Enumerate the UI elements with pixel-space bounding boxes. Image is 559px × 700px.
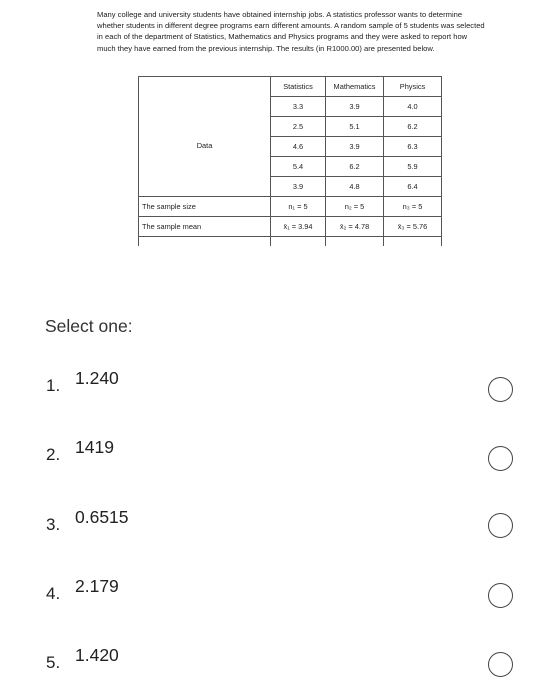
sample-size-cell: n₁ = 5 <box>271 196 326 216</box>
option-number: 2. <box>46 445 61 464</box>
table-cell: 4.8 <box>326 176 384 196</box>
table-cell: 4.6 <box>271 136 326 156</box>
table-cell: 3.9 <box>326 96 384 116</box>
table-cell: 2.5 <box>271 116 326 136</box>
option-text: 1419 <box>75 437 114 457</box>
data-table <box>138 76 442 246</box>
table-cell: 6.4 <box>384 176 442 196</box>
radio-button-icon[interactable] <box>488 652 513 677</box>
option-4[interactable] <box>0 576 559 616</box>
table-cell: 3.3 <box>271 96 326 116</box>
sample-mean-cell: x̄₂ = 4.78 <box>326 216 384 236</box>
data-label: Data <box>139 96 271 196</box>
data-table-image <box>138 76 448 246</box>
option-text: 1.240 <box>75 368 119 388</box>
sample-mean-label: The sample mean <box>139 216 271 236</box>
table-cell: 5.1 <box>326 116 384 136</box>
option-text: 2.179 <box>75 576 119 596</box>
option-2[interactable] <box>0 437 559 477</box>
option-text: 0.6515 <box>75 507 129 527</box>
table-cell: 5.9 <box>384 156 442 176</box>
radio-button-icon[interactable] <box>488 446 513 471</box>
table-cell: 6.2 <box>384 116 442 136</box>
table-cell: 4.0 <box>384 96 442 116</box>
option-text: 1.420 <box>75 645 119 665</box>
sample-mean-cell: x̄₃ = 5.76 <box>384 216 442 236</box>
table-cell: 6.2 <box>326 156 384 176</box>
radio-button-icon[interactable] <box>488 377 513 402</box>
table-cell: 6.3 <box>384 136 442 156</box>
sample-size-cell: n₂ = 5 <box>326 196 384 216</box>
option-number: 4. <box>46 584 61 603</box>
option-1[interactable] <box>0 368 559 408</box>
header-mathematics: Mathematics <box>326 77 384 97</box>
option-number: 3. <box>46 515 61 534</box>
question-text: Many college and university students have obtained internship jobs. A statistics professor wants to determine whether students in different degree programs earn different amounts. A random sample of 5 students was selected in each of the department of Statistics, Mathematics and Physics programs and they were asked to report how much they have earned from the previous internship. The results (in R1000.00) are presented below. <box>97 10 485 53</box>
option-number: 1. <box>46 376 61 395</box>
radio-button-icon[interactable] <box>488 513 513 538</box>
radio-button-icon[interactable] <box>488 583 513 608</box>
table-cell: 3.9 <box>271 176 326 196</box>
select-one-prompt: Select one: <box>45 316 133 336</box>
header-statistics: Statistics <box>271 77 326 97</box>
header-physics: Physics <box>384 77 442 97</box>
sample-size-label: The sample size <box>139 196 271 216</box>
table-cell: 5.4 <box>271 156 326 176</box>
sample-size-cell: n₃ = 5 <box>384 196 442 216</box>
option-number: 5. <box>46 653 61 672</box>
option-3[interactable] <box>0 507 559 547</box>
table-cell: 3.9 <box>326 136 384 156</box>
option-5[interactable] <box>0 645 559 685</box>
sample-mean-cell: x̄₁ = 3.94 <box>271 216 326 236</box>
